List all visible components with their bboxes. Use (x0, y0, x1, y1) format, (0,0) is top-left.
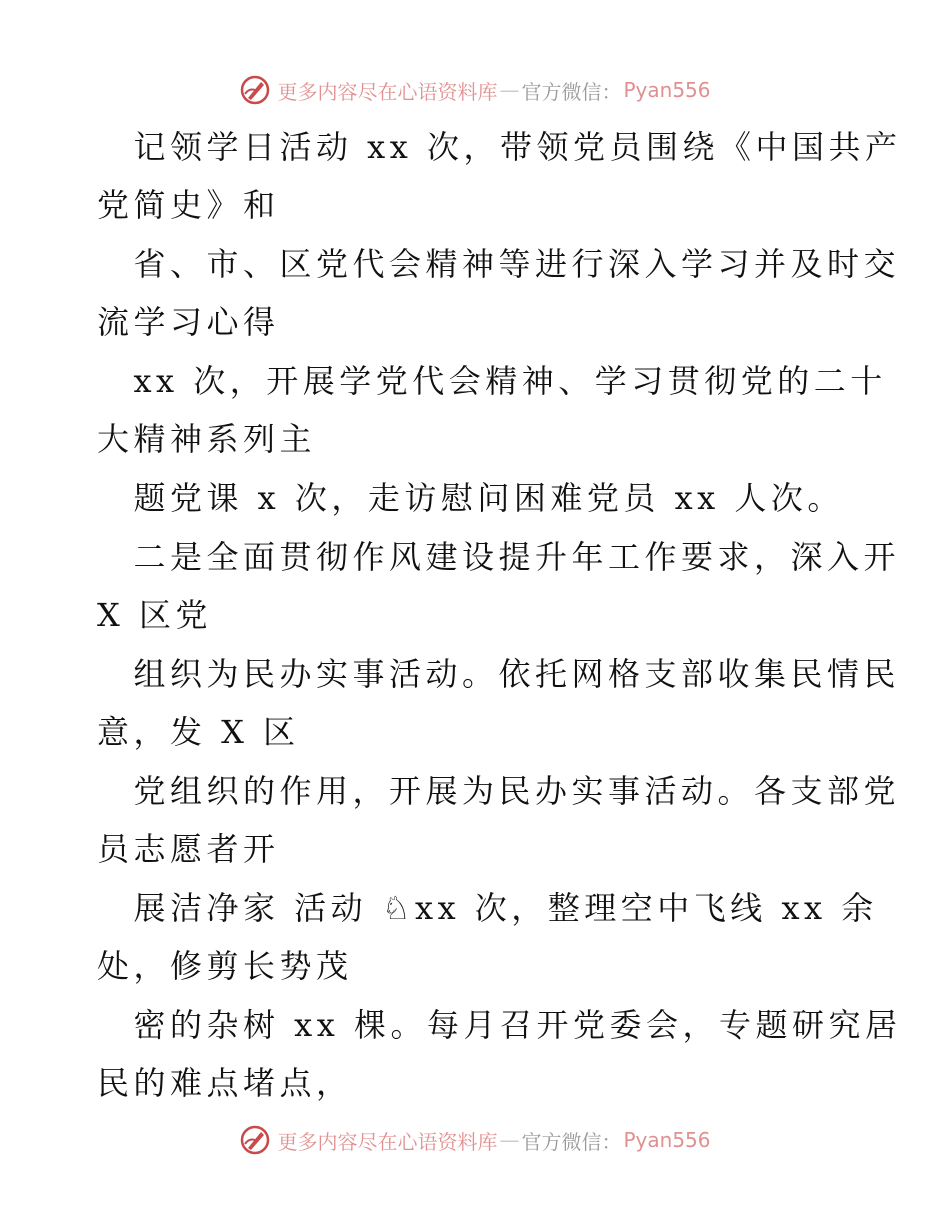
text-line: 员志愿者开 (97, 830, 280, 868)
text-line: 民的难点堵点， (97, 1064, 353, 1102)
text-line: 密的杂树 xx 棵。每月召开党委会，专题研究居 (97, 1006, 902, 1044)
text-line: 记领学日活动 xx 次，带领党员围绕《中国共产 (97, 128, 902, 166)
text-line: 意，发 X 区 (97, 713, 300, 751)
text-line: xx 次，开展学党代会精神、学习贯彻党的二十 (97, 362, 887, 400)
footer-watermark (0, 1120, 950, 1160)
text-line: 大精神系列主 (97, 420, 317, 458)
text-line: 党简史》和 (97, 186, 280, 224)
watermark-separator: — (499, 1128, 520, 1152)
text-line: 省、市、区党代会精神等进行深入学习并及时交 (97, 245, 901, 283)
text-line: X 区党 (97, 596, 212, 634)
text-line: 展洁净家 活动 ♘xx 次，整理空中飞线 xx 余 (97, 889, 878, 927)
header-watermark (0, 70, 950, 110)
text-line: 处，修剪长势茂 (97, 947, 353, 985)
watermark-wechat-id: Pyan556 (623, 78, 711, 102)
watermark-official-label: 官方微信： (521, 1129, 622, 1154)
text-line: 流学习心得 (97, 303, 280, 341)
watermark-text: 更多内容尽在心语资料库 (277, 79, 498, 104)
quill-pen-logo-icon (239, 1124, 271, 1156)
watermark-separator: — (499, 78, 520, 102)
text-line: 党组织的作用，开展为民办实事活动。各支部党 (97, 772, 901, 810)
watermark-text: 更多内容尽在心语资料库 (277, 1129, 498, 1154)
text-line: 二是全面贯彻作风建设提升年工作要求，深入开 (97, 538, 901, 576)
watermark-wechat-id: Pyan556 (623, 1128, 711, 1152)
text-line: 组织为民办实事活动。依托网格支部收集民情民 (97, 655, 901, 693)
quill-pen-logo-icon (239, 74, 271, 106)
text-line: 题党课 x 次，走访慰问困难党员 xx 人次。 (97, 479, 844, 517)
watermark-official-label: 官方微信： (521, 79, 622, 104)
